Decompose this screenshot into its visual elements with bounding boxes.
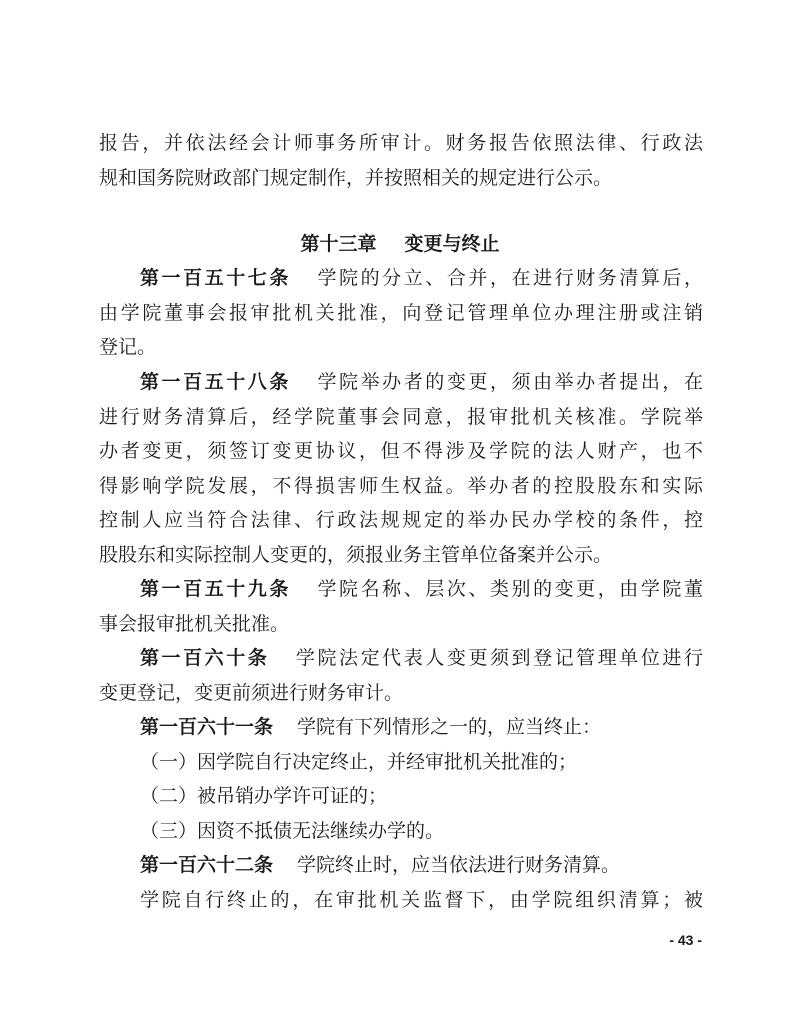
article-158-line-6: 股股东和实际控制人变更的，须报业务主管单位备案并公示。 xyxy=(99,544,613,566)
article-161-text: 学院有下列情形之一的，应当终止： xyxy=(297,716,602,738)
article-158-text: 学院举办者的变更，须由举办者提出，在 xyxy=(314,371,703,393)
article-158-line-2: 进行财务清算后，经学院董事会同意，报审批机关核准。学院举 xyxy=(99,406,703,428)
article-162-line-1 xyxy=(140,853,703,877)
article-161-label: 第一百六十一条 xyxy=(140,716,274,738)
article-157-line-1 xyxy=(140,266,703,290)
article-159-text: 学院名称、层次、类别的变更，由学院董 xyxy=(314,578,703,600)
article-157-line-3: 登记。 xyxy=(99,336,157,358)
article-159-line-2: 事会报审批机关批准。 xyxy=(99,613,290,635)
article-158-line-5: 控制人应当符合法律、行政法规规定的举办民办学校的条件，控 xyxy=(99,509,703,531)
article-160-label: 第一百六十条 xyxy=(140,647,270,669)
article-161-line-1 xyxy=(140,715,703,739)
intro-line-2: 规和国务院财政部门规定制作，并按照相关的规定进行公示。 xyxy=(99,167,613,189)
article-159-line-1 xyxy=(140,577,703,601)
article-162-label: 第一百六十二条 xyxy=(140,854,274,876)
article-159-label: 第一百五十九条 xyxy=(140,578,291,600)
article-162-text: 学院终止时，应当依法进行财务清算。 xyxy=(297,854,621,876)
article-157-text: 学院的分立、合并，在进行财务清算后， xyxy=(314,267,703,289)
chapter-title: 变更与终止 xyxy=(404,233,500,255)
article-158-line-3: 办者变更，须签订变更协议，但不得涉及学院的法人财产，也不 xyxy=(99,440,703,462)
article-158-label: 第一百五十八条 xyxy=(140,371,291,393)
chapter-heading xyxy=(0,232,800,256)
article-160-line-1 xyxy=(140,646,703,670)
article-158-line-4: 得影响学院发展，不得损害师生权益。举办者的控股股东和实际 xyxy=(99,475,703,497)
article-162-line-2: 学院自行终止的，在审批机关监督下，由学院组织清算；被 xyxy=(140,889,703,911)
chapter-number: 第十三章 xyxy=(300,233,377,255)
article-160-line-2: 变更登记，变更前须进行财务审计。 xyxy=(99,682,404,704)
article-157-line-2: 由学院董事会报审批机关批准，向登记管理单位办理注册或注销 xyxy=(99,302,703,324)
intro-line-1: 报告，并依法经会计师事务所审计。财务报告依照法律、行政法 xyxy=(99,132,703,154)
article-157-label: 第一百五十七条 xyxy=(140,267,291,289)
article-161-item-2: （二）被吊销办学许可证的； xyxy=(140,785,388,807)
page-number: - 43 - xyxy=(669,932,702,948)
article-158-line-1 xyxy=(140,370,703,394)
article-161-item-3: （三）因资不抵债无法继续办学的。 xyxy=(140,820,445,842)
article-160-text: 学院法定代表人变更须到登记管理单位进行 xyxy=(293,647,703,669)
article-161-item-1: （一）因学院自行决定终止，并经审批机关批准的； xyxy=(140,751,578,773)
